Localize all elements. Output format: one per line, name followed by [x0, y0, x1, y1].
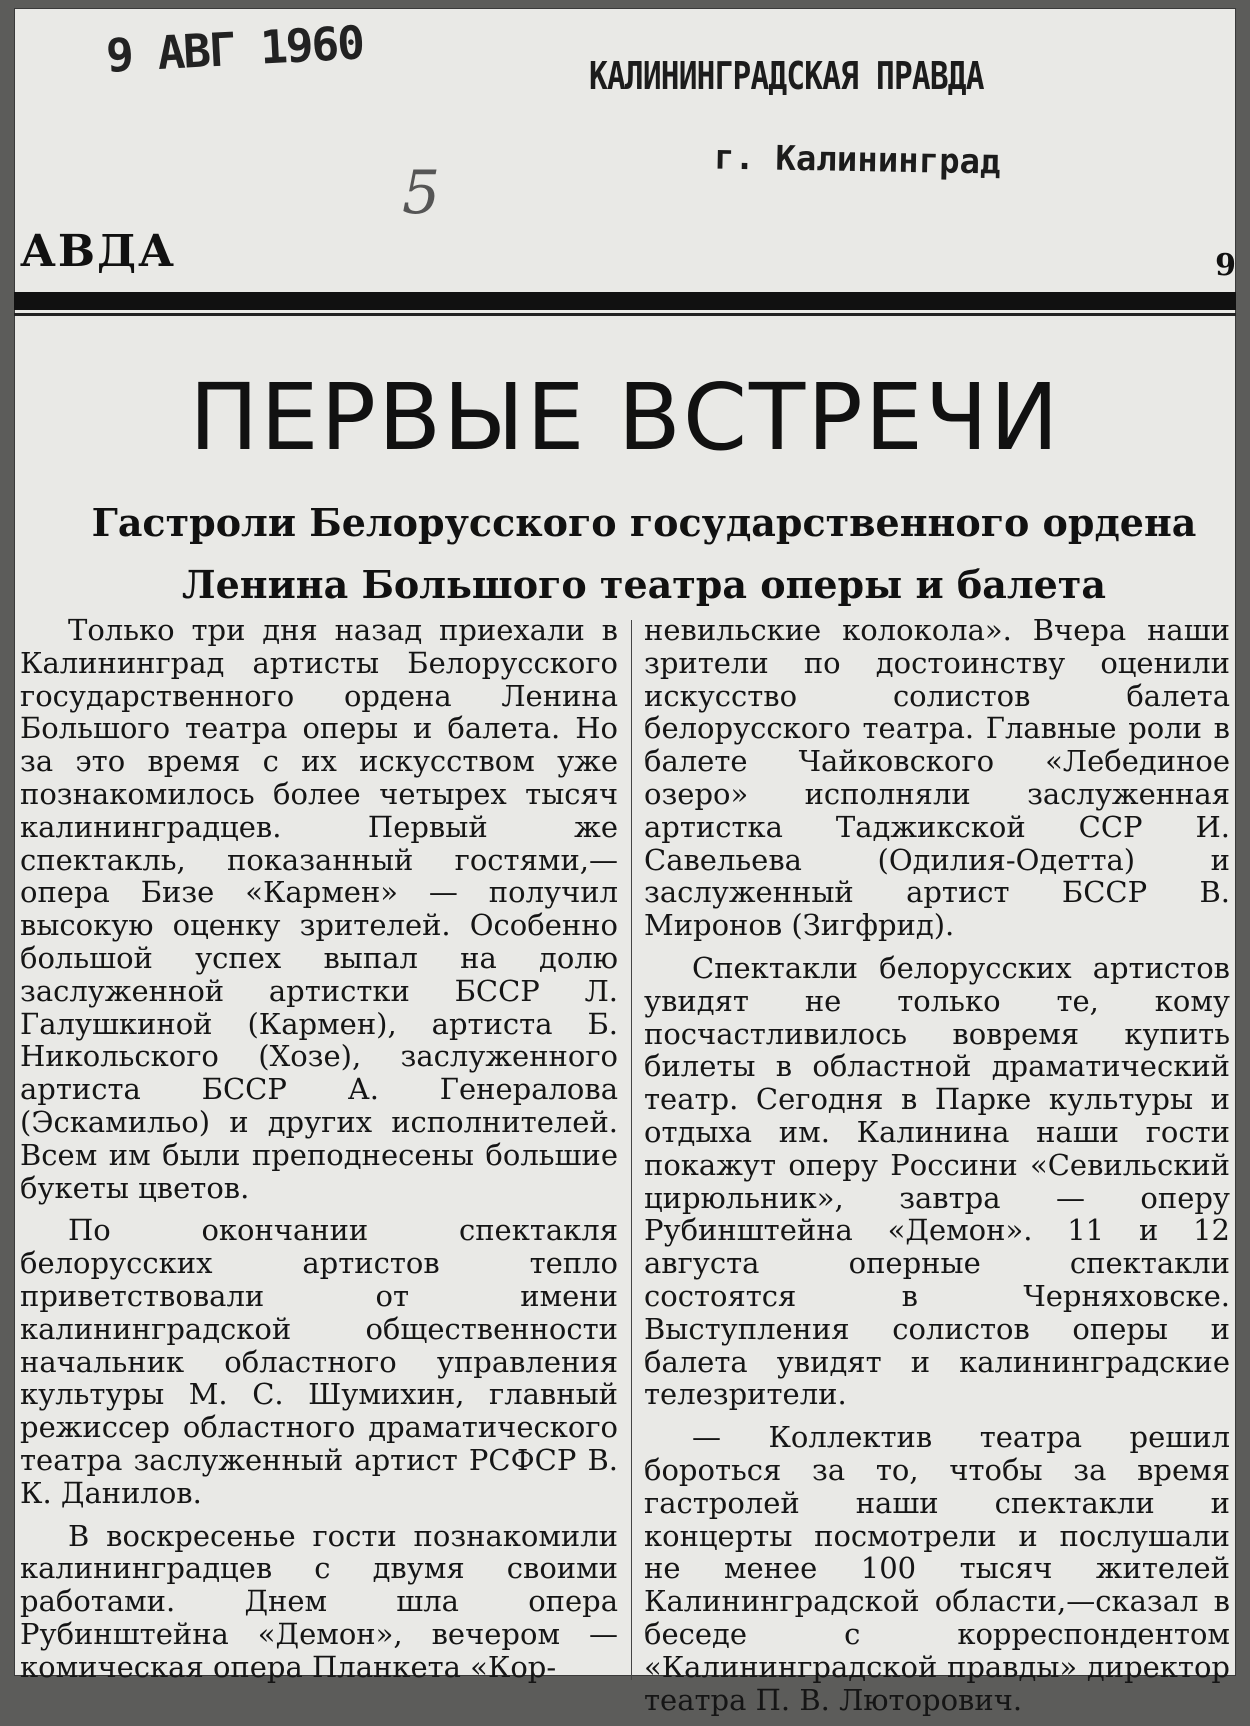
- date-stamp: 9 АВГ 1960: [104, 15, 365, 83]
- page-number-fragment: 9: [1215, 248, 1236, 283]
- article-paragraph: — Коллектив театра решил бороться за то, чтобы за время гастролей наши спектакли и концерты посмотрели и послушали не менее 100 тысяч жителей Калининградской области,—сказал в беседе с корреспондентом «Калининградской правды» директор театра П. В. Люторович.: [644, 1420, 1230, 1717]
- newspaper-clipping: [14, 8, 1236, 1717]
- article-paragraph: Спектакли белорусских артистов увидят не только те, кому посчастливилось вовремя купить билеты в областной драматический театр. Сегодня в Парке культуры и отдыха им. Калинина наши гости покажут оперу Россини «Севильский цирюльник», завтра — оперу Рубинштейна «Демон». 11 и 12 августа оперные спектакли состоятся в Черняховске. Выступления солистов оперы и балета увидят и калининградские телезрители.: [644, 950, 1230, 1412]
- article-paragraph: По окончании спектакля белорусских артистов тепло приветствовали от имени калининградской общественности начальник областного управления культуры М. С. Шумихин, главный режиссер областного драматического театра заслуженный артист РСФСР В. К. Данилов.: [20, 1213, 618, 1510]
- article-paragraph: Только три дня назад приехали в Калининград артисты Белорусского государственного ордена Ленина Большого театра оперы и балета. Но за это время с их искусством уже познакомилось более четырех тысяч калининградцев. Первый же спектакль, показанный гостями,— опера Бизе «Кармен» — получил высокую оценку зрителей. Особенно большой успех выпал на долю заслуженной артистки БССР Л. Галушкиной (Кармен), артиста Б. Никольского (Хозе), заслуженного артиста БССР А. Генералова (Эскамильо) и других исполнителей. Всем им были преподнесены большие букеты цветов.: [20, 613, 618, 1205]
- article-column-left: [20, 614, 618, 1694]
- header-rule: [14, 292, 1236, 310]
- city-stamp: г. Калининград: [713, 137, 1001, 183]
- article-paragraph: В воскресенье гости познакомили калининградцев с двумя своими работами. Днем шла опера Рубинштейна «Демон», вечером — комическая опера Планкета «Кор-: [20, 1518, 618, 1684]
- handwritten-number: 5: [402, 158, 441, 228]
- article-paragraph: невильские колокола». Вчера наши зрители по достоинству оценили искусство солистов балета белорусского театра. Главные роли в балете Чайковского «Лебединое озеро» исполняли заслуженная артистка Таджикской ССР И. Савельева (Одилия-Одетта) и заслуженный артист БССР В. Миронов (Зигфрид).: [644, 613, 1230, 943]
- article-headline: ПЕРВЫЕ ВСТРЕЧИ: [189, 364, 1061, 471]
- article-subhead: Гастроли Белорусского государственного ордена Ленина Большого театра оперы и балета: [91, 500, 1197, 607]
- header-rule-thin: [14, 313, 1236, 316]
- masthead-fragment: АВДА: [20, 226, 176, 277]
- article-column-right: [644, 614, 1230, 1726]
- newspaper-name-stamp: КАЛИНИНГРАДСКАЯ ПРАВДА: [589, 54, 984, 98]
- column-divider: [631, 620, 632, 1680]
